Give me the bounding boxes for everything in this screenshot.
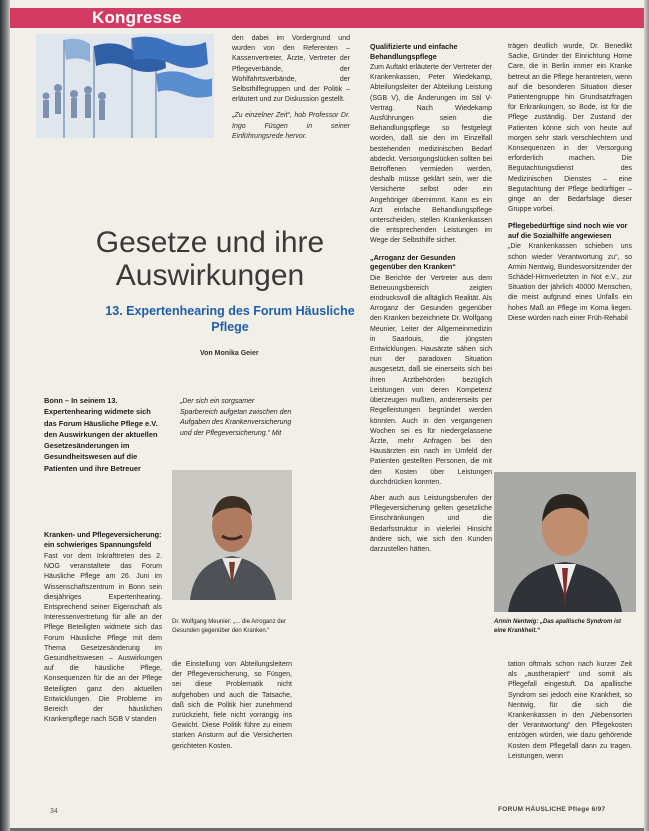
binding-spine	[0, 0, 10, 831]
page-number: 34	[50, 808, 58, 815]
column-1-heading: Kranken- und Pflegeversicherung: ein schwieriges Spannungsfeld	[44, 530, 162, 549]
portrait-nentwig-illustration	[494, 472, 636, 612]
column-1-body: Fast vor dem Inkrafttreten des 2. NOG veranstaltete das Forum Häusliche Pflege am 26. Juni im Wissenschaftszentrum in Bonn sein diesjähriges Expertenhearing. Entsprechend seiner Eigenschaft als Interessenvertretung für alle an der Pflege Beteiligten widmete sich das Forum Häusliche Pflege mit dem Thema Gesetzesänderung im Gesundheitswesen – Auswirkungen auf die häusliche Pflege, Konsequenzen für die an der Pflege Beteiligten ganz den aktuellen Entwicklungen. Die Probleme im Bereich der häuslichen Krankenpflege nach SGB V standen	[44, 553, 162, 724]
photo-wolfgang-meunier	[172, 470, 292, 600]
column-2-top	[232, 34, 350, 152]
column-2-top-quote: „Zu einzelner Zeit“, hob Professor Dr. Ingo Füsgen in seiner Einführungsrede hervor.	[232, 112, 350, 140]
article-headline	[60, 226, 360, 292]
column-3-body-2: Die Berichte der Vertreter aus dem Betreuungsbereich zeigten eindrucksvoll die alltäglich Realität. Als Arroganz der Gesunden gegenüber den Kranken bezeichnete Dr. Wolfgang Meunier, Leiter der Allgemeinmedizin in Saarlouis, die jüngsten Entwicklungen. Hausärzte sähen sich nun der paradoxen Situation ausgesetzt, daß sie einerseits sich bei ihren Arztbehörden bezüglich Leistungen von deren Kompetenz überzeugen mußten, andererseits per Regelleistungen begründet werden könnten. Auch in den vergangenen Wochen sei es für niedergelassene Ärzte, mehr Anfragen bei den Hausärzten ein nach im Umfeld der Patienten gestellten Personen, die mit den Kosten über Leistungen durchdrücken konnten.	[370, 274, 492, 486]
intro-paragraph: Bonn – In seinem 13. Expertenhearing widmete sich das Forum Häusliche Pflege e.V. den Auswirkungen der aktuellen Gesetzesänderungen im Gesundheitswesen auf die Patienten und ihre Betreuer	[44, 396, 158, 473]
article-subtitle: 13. Expertenhearing des Forum Häusliche Pflege	[105, 304, 355, 334]
photo-2-caption: Armin Nentwig: „Das apallische Syndrom ist eine Krankheit.“	[494, 619, 622, 634]
section-title: Kongresse	[92, 8, 182, 27]
byline: Von Monika Geier	[200, 350, 259, 357]
magazine-page	[10, 0, 644, 828]
column-4-top-text: trägen deutlich wurde, Dr. Benedikt Sacke, Gründer der Einrichtung Home Care, die in Berlin immer ein Kranke betreut an die Pflege herantreten, wenn auf die besonderen Situation dieser Patientengruppe hin Grundsatzfragen für Erkrankungen, so Bode, ist für die Pflege zuständig. Der Zustand der Patienten könne sich von heute auf morgen sehr stark verschlechtern und Konsequenzen in der Versorgung erforderlich machen. Die Begutachtungsdienst des Medizinischen Dienstes – eine Begutachtung der Pflege bedürftiger – ginge an der Bedarfslage dieser Gruppe vorbei.	[508, 43, 632, 214]
portrait-meunier-illustration	[172, 470, 292, 600]
column-3	[370, 42, 492, 802]
headline-line-1: Gesetze und ihre	[95, 226, 325, 259]
flags-illustration	[36, 34, 214, 138]
photo-armin-nentwig	[494, 472, 636, 612]
column-3-heading-1: Qualifizierte und einfache Behandlungspflege	[370, 42, 458, 61]
column-2-top-text: den dabei im Vordergrund und wurden von den Referenten – Kassenvertreter, Ärzte, Vertreter der Pflegeverbände, der Wohlfahrtsverbände, der Selbsthilfegruppen und der Politik – erläutert und zur Diskussion gestellt.	[232, 35, 350, 104]
column-4-bottom	[508, 660, 632, 800]
journal-footer: FORUM HÄUSLICHE Pflege 6/97	[498, 806, 606, 813]
column-3-body-1: Zum Auftakt erläuterte der Vertreter der Krankenkassen, Peter Wiedekamp, Abteilungsleiter der Abteilung Leistung (SGB V), die Änderungen im Stil V-Vertrag. Nach Wiedekamp Ausführungen seien die Behandlungspflege so festgelegt worden, daß sie den im Einzelfall bestehenden medizinischen Bedarf abdeckt. Versorgungslücken sollten bei Betroffenen vermieden werden, deshalb müsse geklärt sein, wer die Versicherte selbst oder ein Angehöriger übernimmt. Kann es ein Arzt einfache Behandlungspflege unterscheiden, stellen Krankenkassen die entsprechenden Leistungen im Wege der Selbsthilfe sicher.	[370, 64, 492, 245]
page-edge	[644, 0, 649, 831]
column-2-bottom-text: die Einstellung von Abteilungsleitern der Pflegeversicherung, so Füsgen, sei diese Problematik nicht aufgehoben und auch die Tatsache, daß sich die Politik hier zunehmend zurückzieht, fiele nicht vorrangig ins Gewicht. Diese Politik führe zu einem starken Ansturm auf die Versicherten gerichteten Kosten.	[172, 661, 292, 750]
column-3-heading-2: „Arroganz der Gesunden gegenüber den Kranken“	[370, 252, 456, 272]
column-4-top	[508, 42, 632, 467]
column-2-bottom	[172, 660, 292, 800]
column-4-heading: Pflegebedürftige sind noch wie vor auf die Sozialhilfe angewiesen	[508, 221, 628, 240]
column-4-body: „Die Krankenkassen schieben uns schon wieder Verantwortung zu“, so Armin Nentwig, Bundesvorsitzender der Schädel-Hirnverletzten in Not e.V., zur Situation der jährlich 40000 Menschen, die meist aufgrund eines Unfalls ein hohes Maß an Pflege im Koma liegen. Diese würden nach einer Früh-Rehabil	[508, 243, 632, 322]
column-1-lower	[44, 530, 162, 800]
column-4-bottom-text: tation oftmals schon nach kurzer Zeit als „austherapiert“ und somit als Pflegefall eingestuft. Da apallische Syndrom sei jedoch eine Krankheit, so Nentwig, für die sich die Krankenkassen in den „Nebensorten der Verantwortung“ den Pflegekosten entzögen würden, wie dazu gehörende Kosten dem Pflegefall dann zu tragen. Leistungen, wenn	[508, 661, 632, 760]
headline-line-2: Auswirkungen	[115, 259, 305, 292]
column-3-body-3: Aber auch aus Leistungsberufen der Pflegeversicherung gelten gesetzliche Einschränkungen und die Bedarfsstruktur in vielerlei Hinsicht ändere sich, wie sich den Kunden darzustellen hätten.	[370, 494, 492, 553]
pull-quote: „Der sich ein sorgsamer Sparbereich aufgetan zwischen den Aufgaben des Krankenversicherung und der Pflegeversicherung.“ Mit	[180, 398, 292, 437]
photo-1-caption: Dr. Wolfgang Meunier: „... die Arroganz der Gesunden gegenüber den Kranken.“	[172, 619, 286, 634]
